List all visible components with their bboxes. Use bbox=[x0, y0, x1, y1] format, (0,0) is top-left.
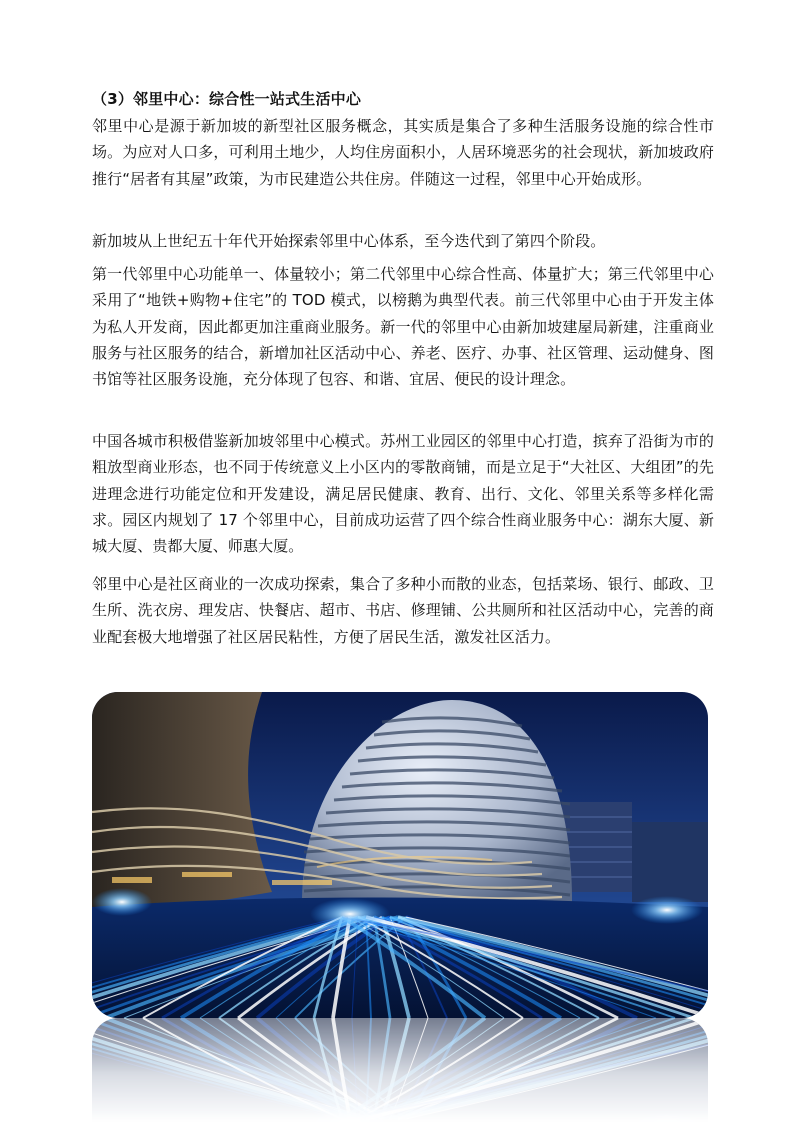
paragraph-china-adoption: 中国各城市积极借鉴新加坡邻里中心模式。苏州工业园区的邻里中心打造，摈弃了沿街为市的粗放型商业形态，也不同于传统意义上小区内的零散商铺，而是立足于“大社区、大组团”的先进理念进行功能定位和开发建设，满足居民健康、教育、出行、文化、邻里关系等多样化需求。园区内规划了 17 个邻里中心，目前成功运营了四个综合性商业服务中心：湖东大厦、新城大厦、贵都大厦、师惠大厦。 bbox=[92, 432, 714, 556]
paragraph-intro: 邻里中心是源于新加坡的新型社区服务概念，其实质是集合了多种生活服务设施的综合性市场。为应对人口多，可利用土地少，人均住房面积小，人居环境恶劣的社会现状，新加坡政府推行“居者有其屋”政策，为市民建造公共住房。伴随这一过程，邻里中心开始成形。 bbox=[92, 117, 714, 188]
photo-reflection bbox=[92, 1018, 708, 1122]
paragraph-summary: 邻里中心是社区商业的一次成功探索，集合了多种小而散的业态，包括菜场、银行、邮政、卫生所、洗衣房、理发店、快餐店、超市、书店、修理铺、公共厕所和社区活动中心，完善的商业配套极大地增强了社区居民粘性，方便了居民生活，激发社区活力。 bbox=[92, 575, 714, 646]
architecture-photo bbox=[92, 692, 708, 1018]
paragraph-history: 新加坡从上世纪五十年代开始探索邻里中心体系，至今迭代到了第四个阶段。 bbox=[92, 232, 606, 250]
section-heading: （3）邻里中心：综合性一站式生活中心 bbox=[92, 90, 362, 108]
paragraph-generations: 第一代邻里中心功能单一、体量较小；第二代邻里中心综合性高、体量扩大；第三代邻里中心采用了“地铁+购物+住宅”的 TOD 模式，以榜鹅为典型代表。前三代邻里中心由于开发主体为私人开发商，因此都更加注重商业服务。新一代的邻里中心由新加坡建屋局新建，注重商业服务与社区服务的结合，新增加社区活动中心、养老、医疗、办事、社区管理、运动健身、图书馆等社区服务设施，充分体现了包容、和谐、宜居、便民的设计理念。 bbox=[92, 265, 714, 389]
